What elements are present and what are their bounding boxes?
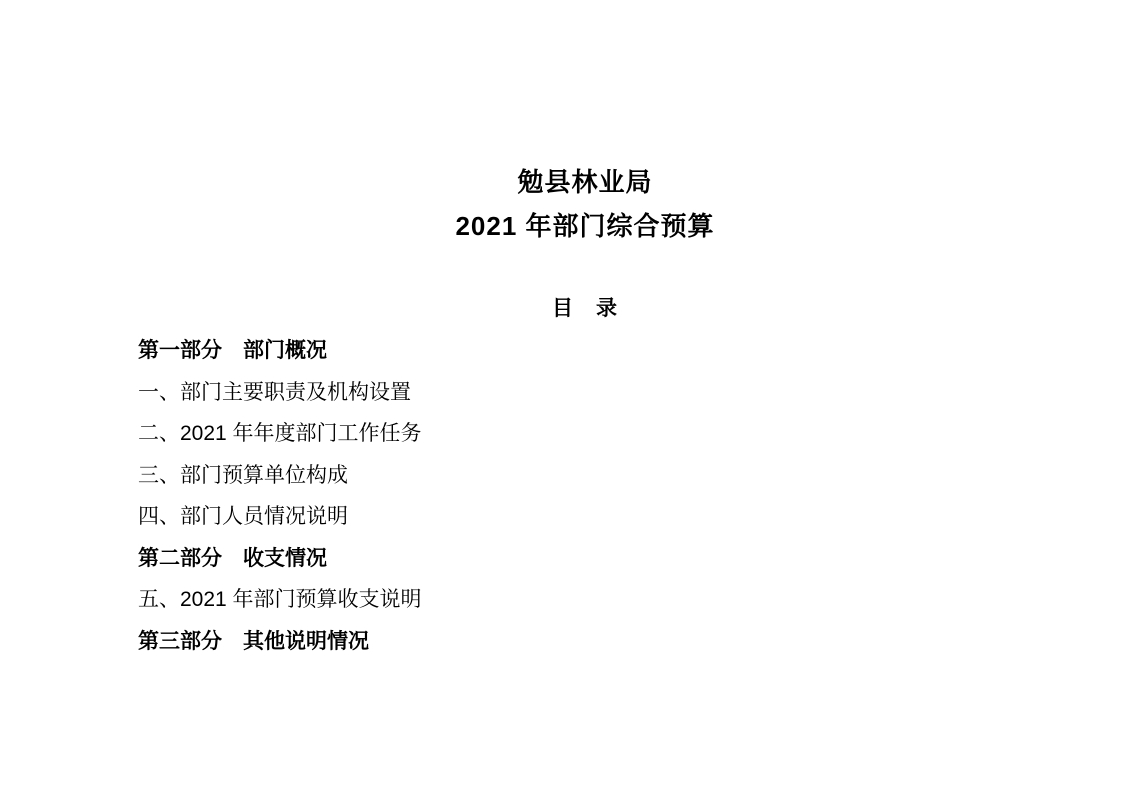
toc-part-3: 第三部分 其他说明情况 (138, 629, 369, 653)
toc-heading: 目 录 (552, 297, 618, 320)
toc-part-2: 第二部分 收支情况 (138, 546, 327, 570)
document-title-line2: 2021 年部门综合预算 (455, 211, 715, 241)
toc-part-1: 第一部分 部门概况 (138, 339, 327, 362)
document-content (138, 0, 1032, 662)
toc-entry-5: 五、2021 年部门预算收支说明 (138, 588, 422, 611)
document-title-line1: 勉县林业局 (517, 167, 653, 197)
toc-entry-2: 二、2021 年年度部门工作任务 (138, 422, 422, 445)
toc-entry-1: 一、部门主要职责及机构设置 (138, 380, 411, 404)
toc-entry-4: 四、部门人员情况说明 (138, 505, 348, 528)
toc-entry-3: 三、部门预算单位构成 (138, 463, 348, 487)
toc-list (138, 330, 1032, 662)
